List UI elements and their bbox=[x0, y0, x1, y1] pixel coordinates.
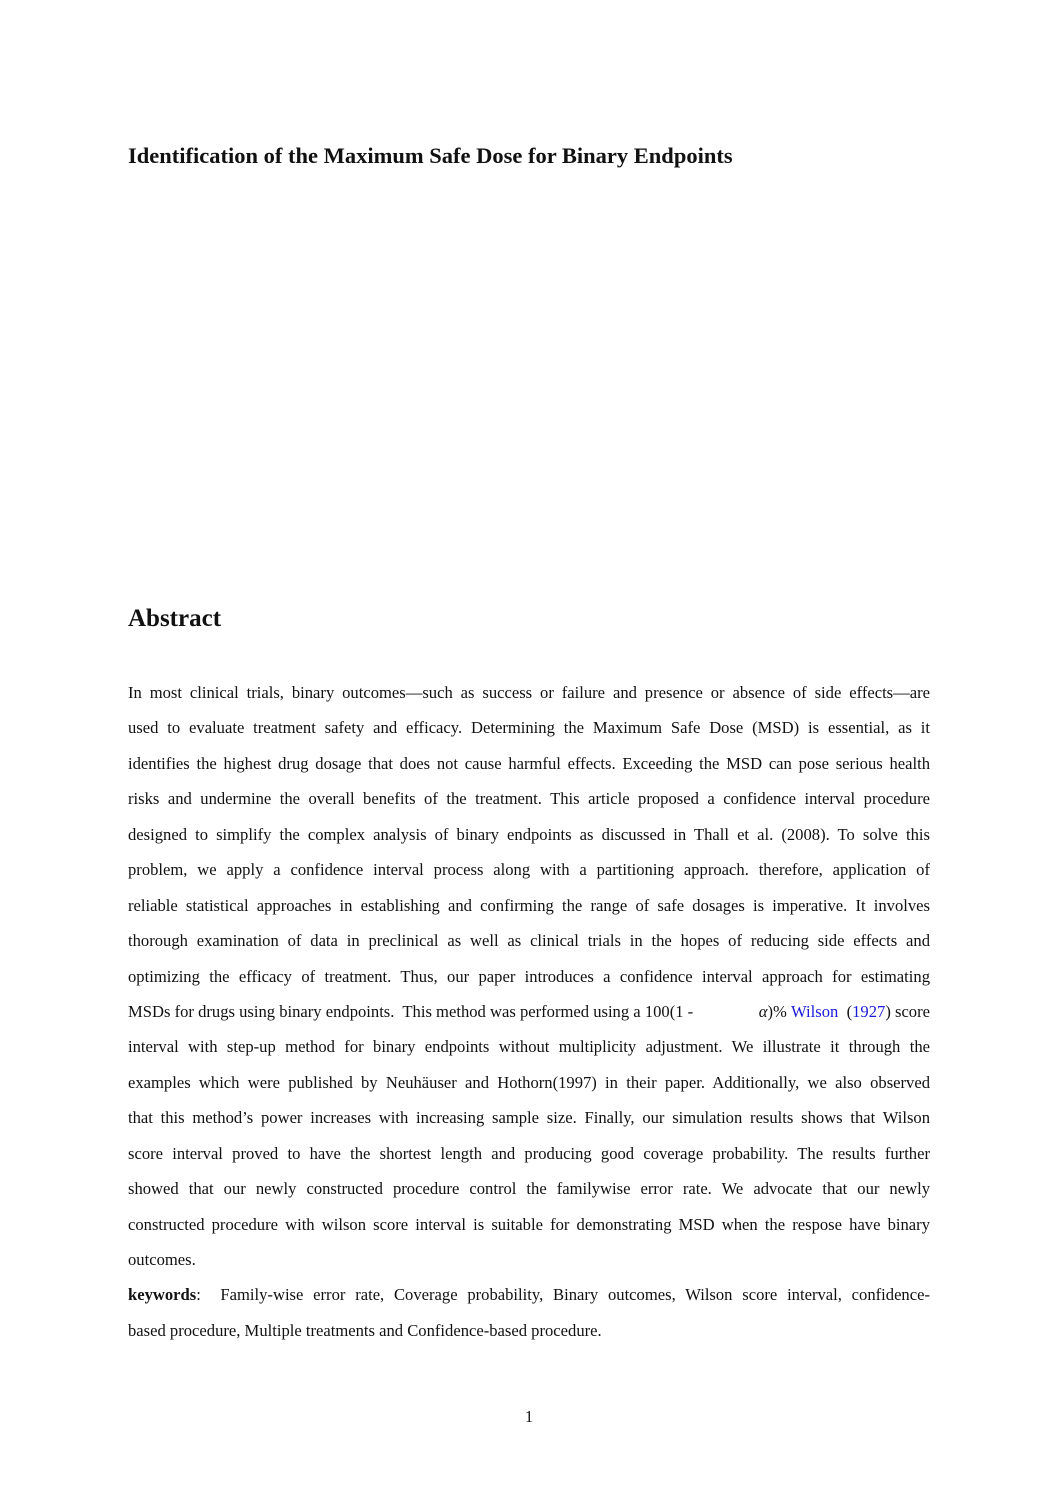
abstract-line: problem, we apply a confidence interval process along with a partitioning approach. therefore, application of bbox=[128, 860, 930, 880]
page-number: 1 bbox=[524, 1407, 534, 1426]
keywords-line: based procedure, Multiple treatments and Confidence-based procedure. bbox=[128, 1320, 602, 1340]
line-text: )% bbox=[767, 1001, 792, 1021]
line-text: ( bbox=[838, 1001, 853, 1021]
abstract-line: outcomes. bbox=[128, 1250, 196, 1269]
abstract-line: examples which were published by Neuhäuser and Hothorn(1997) in their paper. Additionally, we also observed bbox=[128, 1072, 930, 1092]
abstract-line: that this method’s power increases with increasing sample size. Finally, our simulation results shows that Wilson bbox=[128, 1108, 930, 1128]
line-text: ) score bbox=[885, 1001, 930, 1021]
abstract-line: reliable statistical approaches in establishing and confirming the range of safe dosages is imperative. It involves bbox=[128, 895, 930, 915]
keywords-text: : Family-wise error rate, Coverage probability, Binary outcomes, Wilson score interval, confidence- bbox=[196, 1285, 930, 1305]
abstract-line: optimizing the efficacy of treatment. Thus, our paper introduces a confidence interval approach for estimating bbox=[128, 966, 930, 986]
abstract-line: thorough examination of data in preclinical as well as clinical trials in the hopes of reducing side effects and bbox=[128, 931, 930, 951]
abstract-line: used to evaluate treatment safety and efficacy. Determining the Maximum Safe Dose (MSD) is essential, as it bbox=[128, 718, 930, 738]
abstract-line: interval with step-up method for binary endpoints without multiplicity adjustment. We illustrate it through the bbox=[128, 1037, 930, 1057]
abstract-line: risks and undermine the overall benefits of the treatment. This article proposed a confidence interval procedure bbox=[128, 789, 930, 809]
citation-author-link[interactable]: Wilson bbox=[791, 1001, 839, 1021]
abstract-line bbox=[128, 1001, 930, 1036]
keywords-label: keywords bbox=[128, 1285, 197, 1305]
paper-title: Identification of the Maximum Safe Dose for Binary Endpoints bbox=[128, 143, 733, 168]
keywords-line bbox=[128, 1284, 930, 1319]
alpha-symbol: α bbox=[758, 1001, 768, 1021]
abstract-line: showed that our newly constructed procedure control the familywise error rate. We advocate that our newly bbox=[128, 1179, 930, 1199]
abstract-line: In most clinical trials, binary outcomes—such as success or failure and presence or absence of side effects—are bbox=[128, 683, 930, 702]
abstract-line: score interval proved to have the shortest length and producing good coverage probability. The results further bbox=[128, 1143, 930, 1163]
abstract-line: constructed procedure with wilson score interval is suitable for demonstrating MSD when the respose have binary bbox=[128, 1214, 930, 1234]
abstract-body bbox=[128, 682, 930, 1355]
line-text: MSDs for drugs using binary endpoints. This method was performed using a 100(1 - bbox=[128, 1001, 698, 1021]
abstract-heading: Abstract bbox=[128, 605, 222, 632]
abstract-line: identifies the highest drug dosage that does not cause harmful effects. Exceeding the MSD can pose serious health bbox=[128, 753, 930, 773]
abstract-line: designed to simplify the complex analysis of binary endpoints as discussed in Thall et al. (2008). To solve this bbox=[128, 824, 930, 844]
citation-year-link[interactable]: 1927 bbox=[852, 1001, 886, 1021]
